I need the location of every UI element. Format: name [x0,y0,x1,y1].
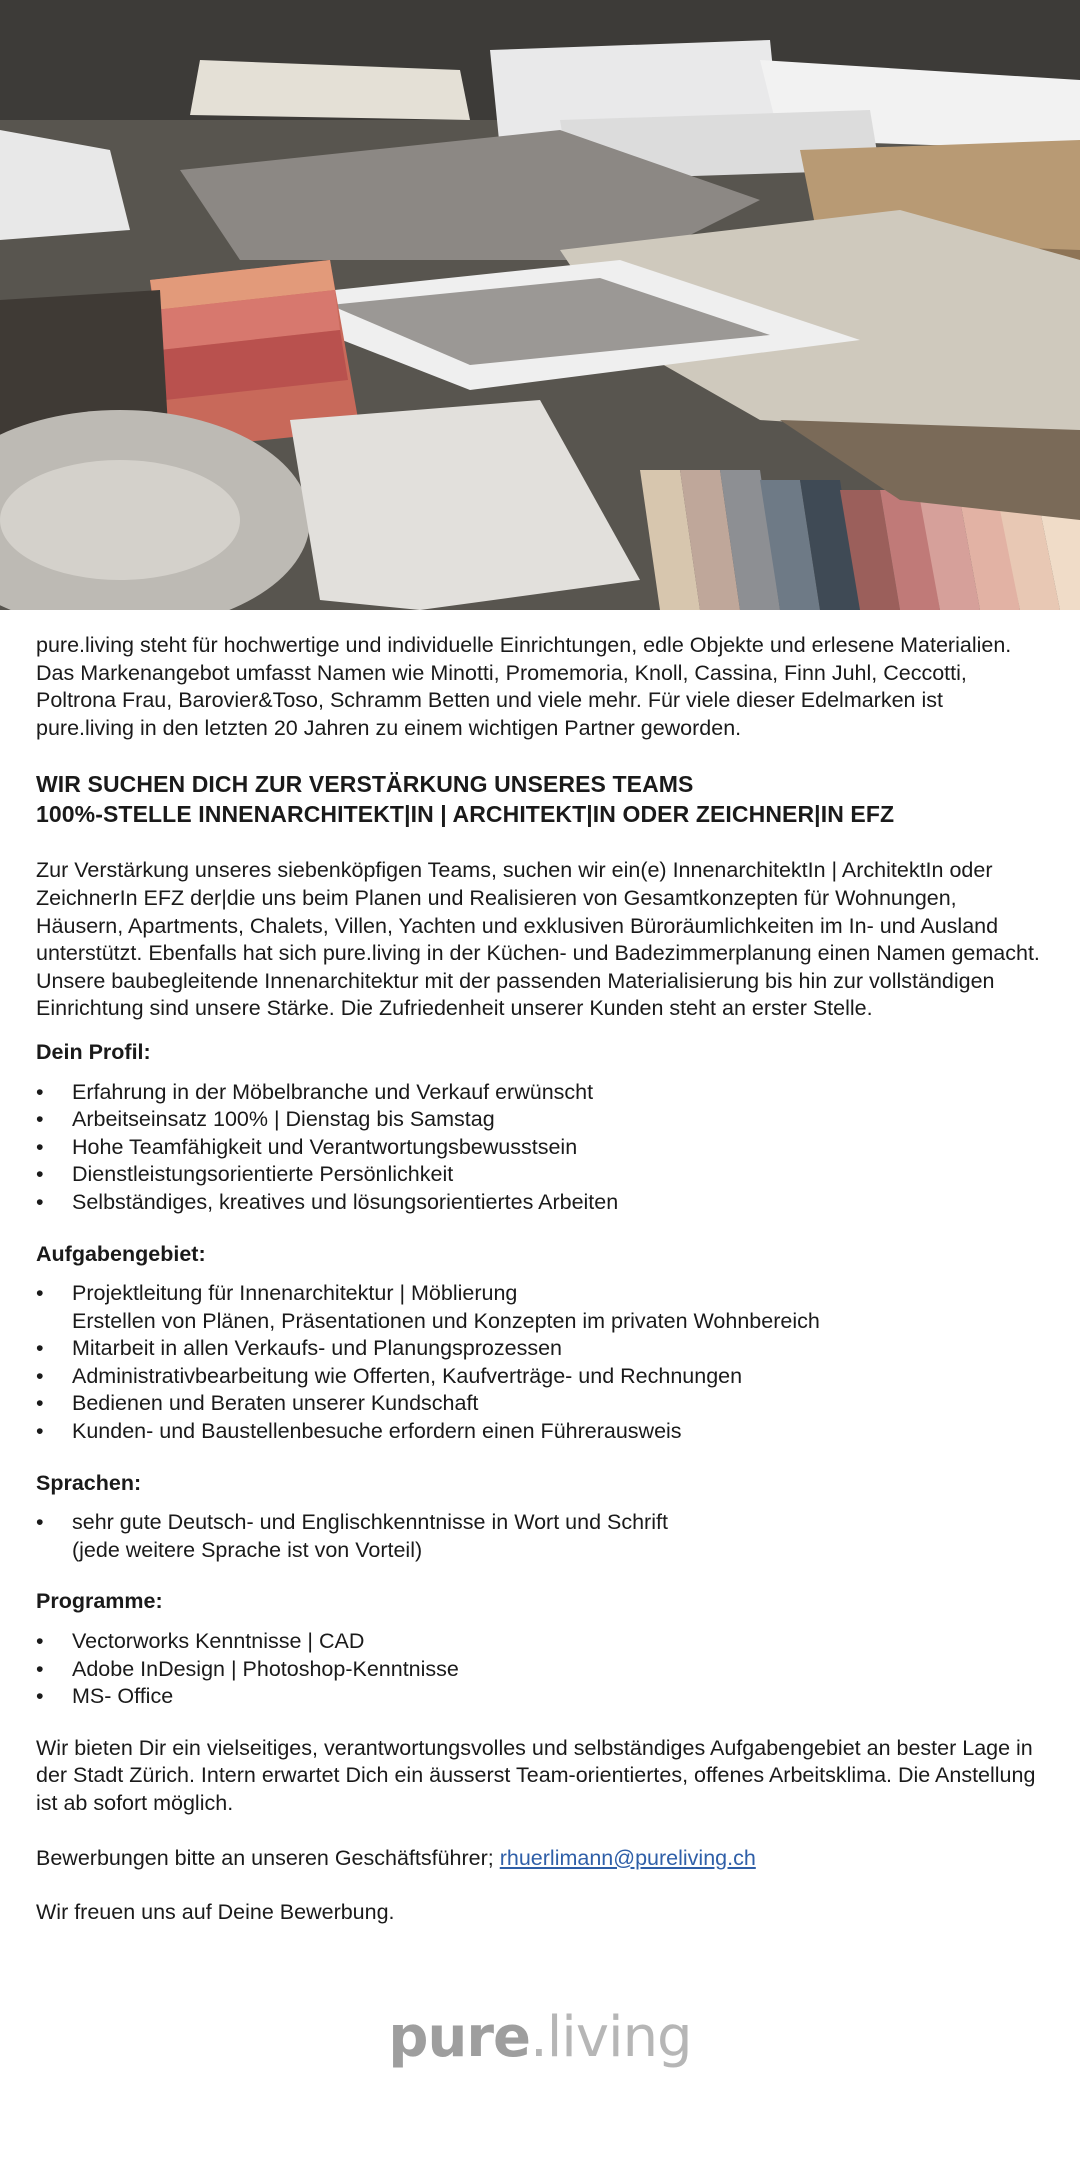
programme-list [36,1628,1046,1711]
bullet-icon: • [36,1391,44,1416]
hero-illustration [0,0,1080,610]
bullet-icon: • [36,1107,44,1132]
bullet-icon: • [36,1189,44,1214]
list-item: • Dienstleistungsorientierte Persönlichkeit [36,1161,1046,1189]
bullet-icon: • [36,1510,44,1535]
closing-paragraph: Wir freuen uns auf Deine Bewerbung. [36,1900,395,1925]
list-item: • Arbeitseinsatz 100% | Dienstag bis Samstag [36,1106,1046,1134]
bullet-icon: • [36,1656,44,1681]
description-paragraph-2: Unsere baubegleitende Innenarchitektur mit der passenden Materialisierung bis hin zur vollständigen Einrichtung sind unsere Stärke. Die Zufriedenheit unserer Kunden steht an erster Stelle. [36,968,995,1021]
email-link[interactable]: rhuerlimann@pureliving.ch [499,1845,756,1870]
sprachen-list [36,1509,1046,1564]
bullet-icon: • [36,1363,44,1388]
list-item: • Erfahrung in der Möbelbranche und Verkauf erwünscht [36,1079,1046,1107]
bullet-icon: • [36,1419,44,1444]
headline [36,769,1046,829]
list-item: • sehr gute Deutsch- und Englischkenntnisse in Wort und Schrift (jede weitere Sprache ist von Vorteil) [36,1510,668,1562]
bullet-icon: • [36,1336,44,1361]
list-item: • Vectorworks Kenntnisse | CAD [36,1628,1046,1656]
list-item: • Kunden- und Baustellenbesuche erfordern einen Führerausweis [36,1418,1046,1446]
bullet-icon: • [36,1281,44,1306]
pure-living-logo: pure.living [388,2005,692,2070]
headline-line2: 100%-STELLE INNENARCHITEKT|IN | ARCHITEKT|IN ODER ZEICHNER|IN EFZ [36,801,895,828]
sprachen-heading: Sprachen: [36,1470,142,1495]
bullet-icon: • [36,1684,44,1709]
programme-heading: Programme: [36,1589,163,1614]
list-item: • Selbständiges, kreatives und lösungsorientiertes Arbeiten [36,1189,1046,1217]
list-item: • Adobe InDesign | Photoshop-Kenntnisse [36,1656,1046,1684]
bullet-icon: • [36,1162,44,1187]
description-paragraph-1: Zur Verstärkung unseres siebenköpfigen Teams, suchen wir ein(e) InnenarchitektIn | ArchitektIn oder ZeichnerIn EFZ der|die uns beim Planen und Realisieren von Gesamtkonzepten für Wohnungen, Häusern, Apartments, Chalets, Villen, Yachten und exklusiven Büroräumlichkeiten im In- und Ausland unterstützt. Ebenfalls hat sich pure.living in der Küchen- und Badezimmerplanung einen Namen gemacht. [36,858,1040,966]
headline-line1: WIR SUCHEN DICH ZUR VERSTÄRKUNG UNSERES TEAMS [36,771,694,798]
bullet-icon: • [36,1079,44,1104]
material-samples-photo [0,0,1080,610]
list-item: • Mitarbeit in allen Verkaufs- und Planungsprozessen [36,1335,1046,1363]
aufgaben-heading: Aufgabengebiet: [36,1241,206,1266]
list-item: • Projektleitung für Innenarchitektur | Möblierung Erstellen von Plänen, Präsentationen und Konzepten im privaten Wohnbereich [36,1281,820,1333]
profil-heading: Dein Profil: [36,1039,151,1064]
offer-paragraph: Wir bieten Dir ein vielseitiges, verantwortungsvolles und selbständiges Aufgabengebiet an bester Lage in der Stadt Zürich. Intern erwartet Dich ein äusserst Team-orientiertes, offenes Arbeitsklima. Die Anstellung ist ab sofort möglich. [36,1735,1036,1815]
list-item: • MS- Office [36,1683,1046,1711]
list-item: • Administrativbearbeitung wie Offerten, Kaufverträge- und Rechnungen [36,1363,1046,1391]
bullet-icon: • [36,1134,44,1159]
job-posting [36,632,1046,1927]
list-item: • Hohe Teamfähigkeit und Verantwortungsbewusstsein [36,1134,1046,1162]
bullet-icon: • [36,1629,44,1654]
intro-paragraph: pure.living steht für hochwertige und individuelle Einrichtungen, edle Objekte und erlesene Materialien. Das Markenangebot umfasst Namen wie Minotti, Promemoria, Knoll, Cassina, Finn Juhl, Ceccotti, Poltrona Frau, Barovier&Toso, Schramm Betten und viele mehr. Für viele dieser Edelmarken ist pure.living in den letzten 20 Jahren zu einem wichtigen Partner geworden. [36,633,1012,740]
aufgaben-list [36,1280,1046,1446]
list-item: • Bedienen und Beraten unserer Kundschaft [36,1390,1046,1418]
profil-list [36,1079,1046,1217]
apply-paragraph: Bewerbungen bitte an unseren Geschäftsführer; rhuerlimann@pureliving.ch [36,1845,756,1870]
